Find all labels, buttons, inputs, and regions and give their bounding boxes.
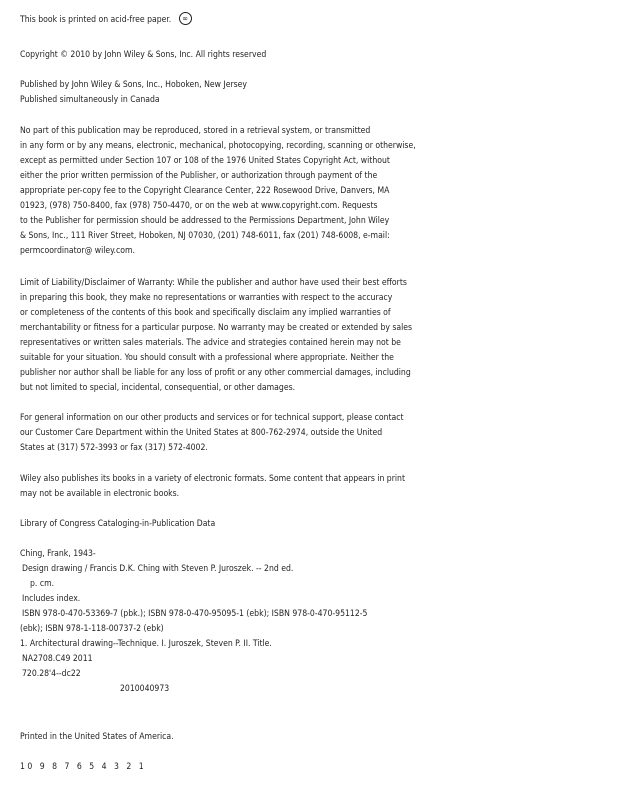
support-line: States at (317) 572-3993 or fax (317) 572-4002. (20, 443, 208, 453)
liability-line: publisher nor author shall be liable for any loss of profit or any other commercial damages, including (20, 368, 411, 378)
formats-line: Wiley also publishes its books in a variety of electronic formats. Some content that appears in print (20, 474, 405, 484)
formats-paragraph (20, 472, 405, 502)
rights-line: except as permitted under Section 107 or 108 of the 1976 United States Copyright Act, without (20, 156, 390, 166)
cip-isbn: (ebk); ISBN 978-1-118-00737-2 (ebk) (20, 624, 164, 634)
rights-line: either the prior written permission of the Publisher, or authorization through payment of the (20, 171, 378, 181)
rights-line: appropriate per-copy fee to the Copyright Clearance Center, 222 Rosewood Drive, Danvers, MA (20, 186, 390, 196)
cip-index: Includes index. (22, 594, 81, 604)
formats-line: may not be available in electronic books. (20, 489, 180, 499)
cip-isbn: ISBN 978-0-470-53369-7 (pbk.); ISBN 978-0-470-95095-1 (ebk); ISBN 978-0-470-95112-5 (22, 609, 368, 619)
rights-paragraph (20, 124, 416, 259)
publisher-block (20, 78, 247, 108)
liability-line: suitable for your situation. You should consult with a professional where appropriate. Neither the (20, 353, 394, 363)
rights-line: to the Publisher for permission should be addressed to the Permissions Department, John Wiley (20, 216, 390, 226)
rights-line: No part of this publication may be reproduced, stored in a retrieval system, or transmitted (20, 126, 371, 136)
printed-in-line: Printed in the United States of America. (20, 732, 174, 742)
cip-heading: Library of Congress Cataloging-in-Publication Data (20, 519, 216, 529)
support-line: For general information on our other products and services or for technical support, please contact (20, 413, 404, 423)
publisher-line: Published by John Wiley & Sons, Inc., Hoboken, New Jersey (20, 80, 247, 90)
acid-free-notice (20, 13, 192, 28)
publisher-line: Published simultaneously in Canada (20, 95, 160, 105)
print-key: 10 9 8 7 6 5 4 3 2 1 (20, 762, 147, 772)
copyright-line: Copyright © 2010 by John Wiley & Sons, Inc. All rights reserved (20, 50, 267, 60)
rights-line: 01923, (978) 750-8400, fax (978) 750-4470, or on the web at www.copyright.com. Requests (20, 201, 378, 211)
cip-title: Design drawing / Francis D.K. Ching with Steven P. Juroszek. -- 2nd ed. (22, 564, 294, 574)
acid-free-text: This book is printed on acid-free paper. (20, 15, 172, 25)
liability-line: in preparing this book, they make no representations or warranties with respect to the accuracy (20, 293, 393, 303)
cip-author: Ching, Frank, 1943- (20, 549, 96, 559)
liability-line: or completeness of the contents of this book and specifically disclaim any implied warranties of (20, 308, 391, 318)
liability-line: Limit of Liability/Disclaimer of Warranty: While the publisher and author have used their best efforts (20, 278, 407, 288)
cip-dewey: 720.28'4--dc22 (22, 669, 81, 679)
infinity-icon: ∞ (179, 12, 192, 25)
support-line: our Customer Care Department within the United States at 800-762-2974, outside the United (20, 428, 383, 438)
liability-line: merchantability or fitness for a particular purpose. No warranty may be created or extended by sales (20, 323, 413, 333)
support-paragraph (20, 411, 404, 456)
liability-line: but not limited to special, incidental, consequential, or other damages. (20, 383, 296, 393)
rights-line: & Sons, Inc., 111 River Street, Hoboken, NJ 07030, (201) 748-6011, fax (201) 748-6008, e-mail: (20, 231, 390, 241)
cip-block (20, 547, 620, 697)
cip-lc-class: NA2708.C49 2011 (22, 654, 93, 664)
cip-lccn: 2010040973 (120, 684, 170, 694)
rights-line: permcoordinator@ wiley.com. (20, 246, 135, 256)
rights-line: in any form or by any means, electronic, mechanical, photocopying, recording, scanning or otherwise, (20, 141, 416, 151)
cip-pages: p. cm. (30, 579, 55, 589)
liability-paragraph (20, 276, 412, 396)
liability-line: representatives or written sales materials. The advice and strategies contained herein may not be (20, 338, 401, 348)
cip-subjects: 1. Architectural drawing--Technique. I. Juroszek, Steven P. II. Title. (20, 639, 272, 649)
